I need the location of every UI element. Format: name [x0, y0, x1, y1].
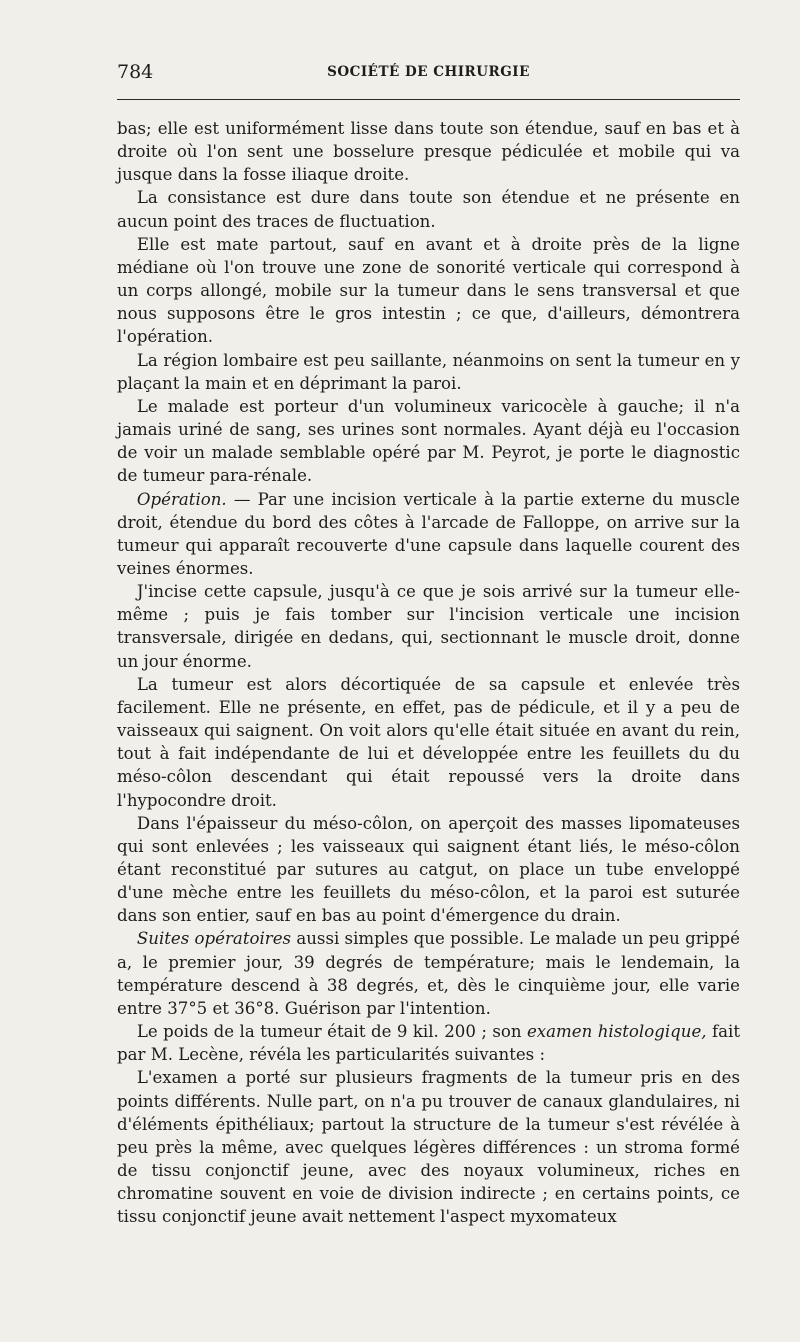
paragraph-1: bas; elle est uniformément lisse dans toute son étendue, sauf en bas et à droite où l'on sent une bosselure presque pédiculée et mobile qui va jusque dans la fosse iliaque droite. — [117, 119, 740, 185]
paragraph-9: Dans l'épaisseur du méso-côlon, on aperçoit des masses lipomateuses qui sont enlevées ; les vaisseaux qui saignent étant liés, le méso-côlon étant reconstitué par sutures au catgut, on place un tube enveloppé d'une mèche entre les feuillets du méso-côlon, et la paroi est suturée dans son entier, sauf en bas au point d'émergence du drain. — [117, 813, 740, 926]
page-header — [117, 60, 740, 88]
paragraph-2: La consistance est dure dans toute son étendue et ne présente en aucun point des traces de fluctuation. — [117, 188, 740, 231]
paragraph-11 — [117, 1020, 740, 1066]
running-title: SOCIÉTÉ DE CHIRURGIE — [327, 64, 530, 80]
paragraph-10-text: aussi simples que possible. Le malade un peu grippé a, le premier jour, 39 degrés de température; mais le lendemain, la température descend à 38 degrés, et, dès le cinquième jour, elle varie entre 37°5 et 36°8. Guérison par l'intention. — [117, 929, 741, 1018]
page-number: 784 — [117, 61, 154, 83]
paragraph-6 — [117, 488, 740, 581]
section-heading-suites: Suites opératoires — [136, 929, 292, 949]
paragraph-8: La tumeur est alors décortiquée de sa capsule et enlevée très facilement. Elle ne présente, en effet, pas de pédicule, et il y a peu de vaisseaux qui saignent. On voit alors qu'elle était située en avant du rein, tout à fait indépendante de lui et développée entre les feuillets du du méso-côlon descendant qui était repoussé vers la droite dans l'hypocondre droit. — [117, 674, 740, 810]
paragraph-12: L'examen a porté sur plusieurs fragments de la tumeur pris en des points différents. Nulle part, on n'a pu trouver de canaux glandulaires, ni d'éléments épithéliaux; partout la structure de la tumeur s'est révélée à peu près la même, avec quelques légères différences : un stroma formé de tissu conjonctif jeune, avec des noyaux volumineux, riches en chromatine souvent en voie de division indirecte ; en certains points, ce tissu conjonctif jeune avait nettement l'aspect myxomateux — [117, 1068, 740, 1227]
section-heading-operation: Opération. — [136, 489, 227, 509]
paragraph-10 — [117, 927, 740, 1020]
paragraph-11-italic: examen histologique, — [526, 1022, 707, 1042]
paragraph-4: La région lombaire est peu saillante, néanmoins on sent la tumeur en y plaçant la main et en déprimant la paroi. — [117, 350, 740, 393]
paragraph-3: Elle est mate partout, sauf en avant et à droite près de la ligne médiane où l'on trouve une zone de sonorité verticale qui correspond à un corps allongé, mobile sur la tumeur dans le sens transversal et que nous supposons être le gros intestin ; ce que, d'ailleurs, démontrera l'opération. — [117, 234, 740, 347]
paragraph-11-text-before: Le poids de la tumeur était de 9 kil. 200 ; son — [136, 1022, 527, 1042]
body-text — [117, 117, 740, 1229]
header-rule — [117, 99, 740, 100]
paragraph-6-text: — Par une incision verticale à la partie externe du muscle droit, étendue du bord des côtes à l'arcade de Falloppe, on arrive sur la tumeur qui apparaît recouverte d'une capsule dans laquelle courent des veines énormes. — [117, 489, 740, 578]
paragraph-5: Le malade est porteur d'un volumineux varicocèle à gauche; il n'a jamais uriné de sang, ses urines sont normales. Ayant déjà eu l'occasion de voir un malade semblable opéré par M. Peyrot, je porte le diagnostic de tumeur para-rénale. — [117, 396, 740, 486]
paragraph-7: J'incise cette capsule, jusqu'à ce que je sois arrivé sur la tumeur elle-même ; puis je fais tomber sur l'incision verticale une incision transversale, dirigée en dedans, qui, sectionnant le muscle droit, donne un jour énorme. — [117, 582, 740, 671]
paragraph-11-text-after: fait par M. Lecène, révéla les particularités suivantes : — [117, 1022, 740, 1065]
